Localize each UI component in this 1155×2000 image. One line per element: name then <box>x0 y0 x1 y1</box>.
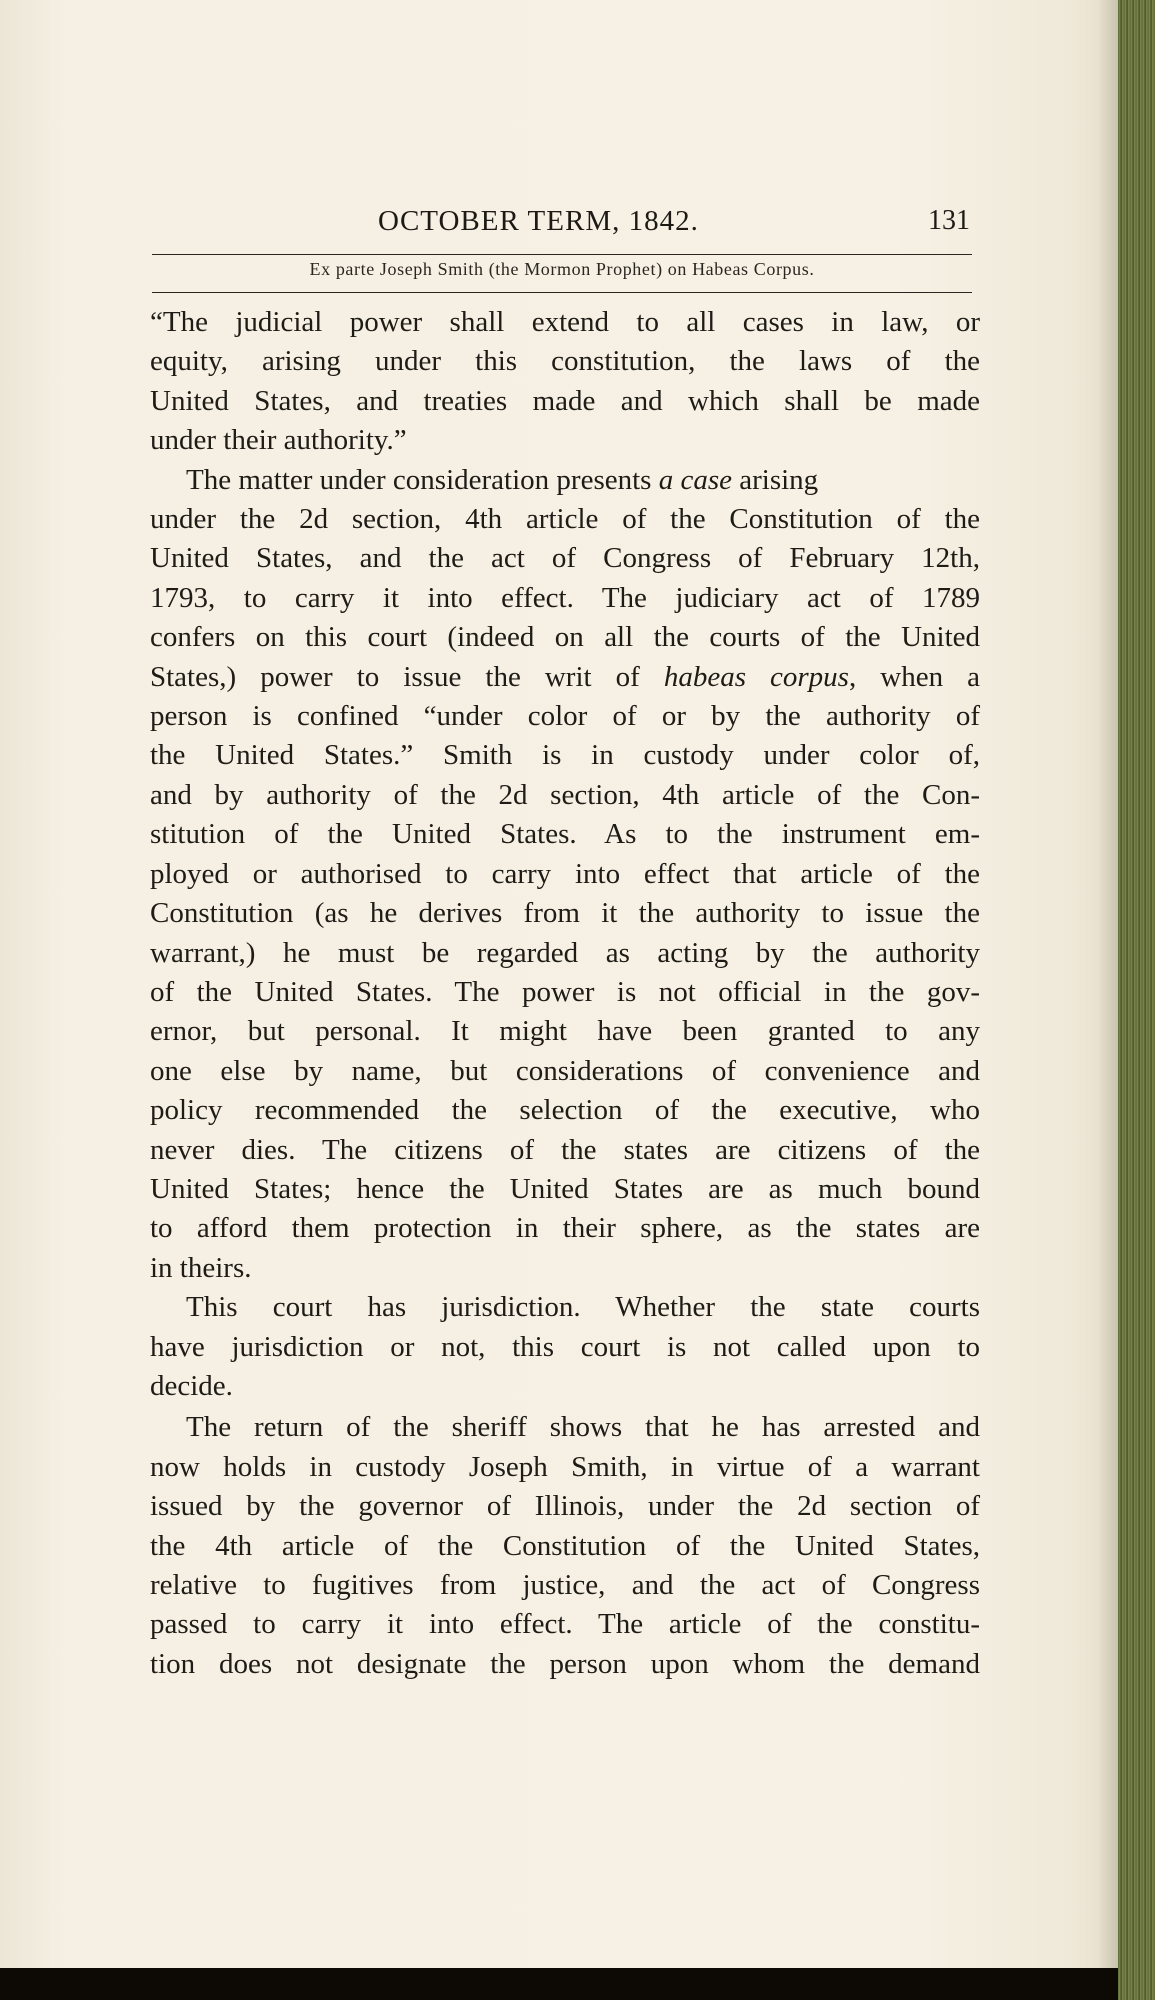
case-title: Ex parte Joseph Smith (the Mormon Prophet) on Habeas Corpus. <box>309 259 815 279</box>
body-text <box>150 303 980 1684</box>
text-line: United States; hence the United States are as much bound <box>150 1172 980 1205</box>
text-line: policy recommended the selection of the executive, who <box>150 1094 980 1127</box>
text-segment: , when a <box>848 660 981 693</box>
text-line: equity, arising under this constitution, the laws of the <box>150 345 980 378</box>
text-segment: The matter under consideration presents <box>186 463 659 496</box>
text-line: have jurisdiction or not, this court is not called upon to <box>150 1330 980 1363</box>
text-line: The return of the sheriff shows that he has arrested and <box>186 1411 980 1444</box>
text-line: in theirs. <box>150 1251 252 1284</box>
text-line: stitution of the United States. As to the instrument em- <box>150 818 980 851</box>
text-line: tion does not designate the person upon whom the demand <box>150 1647 980 1680</box>
text-line <box>150 658 980 697</box>
italic-phrase: a case <box>658 463 732 496</box>
text-line: 1793, to carry it into effect. The judiciary act of 1789 <box>150 581 980 614</box>
text-line: ernor, but personal. It might have been granted to any <box>150 1015 980 1048</box>
italic-phrase: habeas corpus <box>663 660 849 693</box>
text-line: Constitution (as he derives from it the authority to issue the <box>150 897 980 930</box>
text-line: now holds in custody Joseph Smith, in virtue of a warrant <box>150 1450 980 1483</box>
text-line: issued by the governor of Illinois, under the 2d section of <box>150 1490 980 1523</box>
text-line: of the United States. The power is not official in the gov- <box>150 975 980 1008</box>
scan-bottom-band <box>0 1968 1118 2000</box>
text-line: confers on this court (indeed on all the courts of the United <box>150 621 980 654</box>
text-line: to afford them protection in their sphere, as the states are <box>150 1212 980 1245</box>
book-fore-edge <box>1118 0 1155 2000</box>
text-line: person is confined “under color of or by the authority of <box>150 700 980 733</box>
text-segment: States,) power to issue the writ of <box>150 660 664 693</box>
header-rule-bottom <box>152 292 972 293</box>
text-line: and by authority of the 2d section, 4th article of the Con- <box>150 778 980 811</box>
text-line: one else by name, but considerations of convenience and <box>150 1054 980 1087</box>
text-line: passed to carry it into effect. The article of the constitu- <box>150 1608 980 1641</box>
text-segment: arising <box>731 463 819 496</box>
text-line: United States, and the act of Congress of February 12th, <box>150 542 980 575</box>
text-line: the 4th article of the Constitution of the United States, <box>150 1529 980 1562</box>
text-line: “The judicial power shall extend to all cases in law, or <box>150 306 980 338</box>
page-number: 131 <box>928 205 970 236</box>
text-line: under their authority.” <box>150 424 407 457</box>
text-line: under the 2d section, 4th article of the Constitution of the <box>150 503 980 536</box>
header-rule-top <box>152 254 972 255</box>
fore-edge-shadow <box>1098 0 1118 1968</box>
text-line: the United States.” Smith is in custody under color of, <box>150 739 980 772</box>
text-line <box>150 461 980 500</box>
term-heading: OCTOBER TERM, 1842. <box>378 205 699 237</box>
text-line: warrant,) he must be regarded as acting by the authority <box>150 936 980 969</box>
text-line: relative to fugitives from justice, and the act of Congress <box>150 1569 980 1601</box>
text-line: This court has jurisdiction. Whether the state courts <box>186 1291 980 1324</box>
text-line: decide. <box>150 1369 233 1402</box>
text-line: never dies. The citizens of the states are citizens of the <box>150 1133 980 1166</box>
text-line: ployed or authorised to carry into effect that article of the <box>150 857 980 890</box>
text-line: United States, and treaties made and which shall be made <box>150 384 980 417</box>
running-head <box>150 205 970 249</box>
